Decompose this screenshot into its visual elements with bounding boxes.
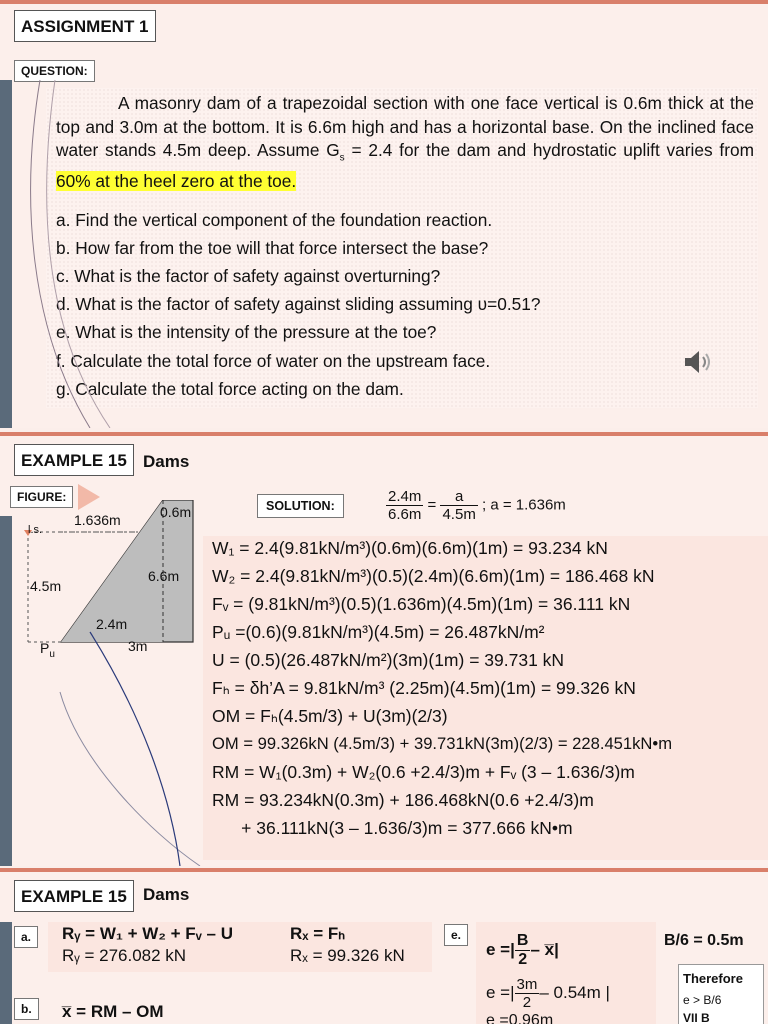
solution-tag: SOLUTION: bbox=[257, 494, 344, 518]
therefore-box bbox=[678, 964, 764, 1024]
question-g: g. Calculate the total force acting on the dam. bbox=[56, 379, 404, 399]
eccentricity-result: e =0.96m bbox=[486, 1012, 554, 1024]
rx-value: Rₓ = 99.326 kN bbox=[290, 946, 405, 965]
slide-assignment bbox=[0, 0, 768, 428]
solution-line-pu: Pᵤ =(0.6)(9.81kN/m³)(4.5m) = 26.487kN/m² bbox=[212, 622, 545, 642]
left-accent-bar bbox=[0, 80, 12, 428]
label-depth: 4.5m bbox=[30, 578, 62, 594]
label-uplift: $P_u$ bbox=[40, 640, 55, 660]
label-base: 3m bbox=[128, 638, 148, 654]
slide-title: EXAMPLE 15 bbox=[14, 880, 134, 912]
slide-top-rule bbox=[0, 0, 768, 4]
label-top-width: 0.6m bbox=[160, 504, 192, 520]
question-d: d. What is the factor of safety against sliding assuming υ=0.51? bbox=[56, 294, 541, 314]
answer-b-tag: b. bbox=[14, 998, 39, 1020]
speaker-icon[interactable] bbox=[683, 347, 715, 377]
figure-tag: FIGURE: bbox=[10, 486, 73, 508]
answer-a-tag: a. bbox=[14, 926, 38, 948]
ry-value: Rᵧ = 276.082 kN bbox=[62, 946, 187, 965]
question-tag: QUESTION: bbox=[14, 60, 95, 82]
answer-e-tag: e. bbox=[444, 924, 468, 946]
highlighted-text: 60% at the heel zero at the toe. bbox=[56, 170, 297, 191]
solution-line-rm-formula: RM = W₁(0.3m) + W₂(0.6 +2.4/3)m + Fᵥ (3 – 1.636/3)m bbox=[212, 762, 635, 782]
solution-line-fv: Fᵥ = (9.81kN/m³)(0.5)(1.636m)(4.5m)(1m) = 36.111 kN bbox=[212, 594, 631, 614]
solution-line-u: U = (0.5)(26.487kN/m²)(3m)(1m) = 39.731 kN bbox=[212, 650, 565, 670]
slide-subtitle: Dams bbox=[143, 885, 190, 904]
solution-line-fh: Fₕ = δh’A = 9.81kN/m³ (2.25m)(4.5m)(1m) = 99.326 kN bbox=[212, 678, 636, 698]
slide-title: ASSIGNMENT 1 bbox=[14, 10, 156, 42]
slide-top-rule bbox=[0, 432, 768, 436]
eccentricity-formula: e =| $\frac{B}{2}$ – x̅| bbox=[486, 932, 559, 968]
solution-line-rm-value: RM = 93.234kN(0.3m) + 186.468kN(0.6 +2.4/3)m bbox=[212, 790, 594, 810]
therefore-label: Therefore bbox=[683, 971, 743, 986]
slide-subtitle: Dams bbox=[143, 452, 190, 471]
question-f: f. Calculate the total force of water on the upstream face. bbox=[56, 351, 491, 371]
question-box bbox=[46, 88, 758, 408]
solution-line-om-formula: OM = Fₕ(4.5m/3) + U(3m)(2/3) bbox=[212, 706, 448, 726]
xbar-equation: x̅ = RM – OM bbox=[62, 1002, 164, 1021]
solution-line-w1: W₁ = 2.4(9.81kN/m³)(0.6m)(6.6m)(1m) = 93.234 kN bbox=[212, 538, 608, 558]
question-a: a. Find the vertical component of the foundation reaction. bbox=[56, 210, 493, 230]
slide-example-figure bbox=[0, 432, 768, 866]
conclusion-text: VII B bbox=[683, 1011, 710, 1024]
slide-top-rule bbox=[0, 868, 768, 872]
label-water-surface: l.s. bbox=[28, 524, 43, 536]
solution-line-om-value: OM = 99.326kN (4.5m/3) + 39.731kN(3m)(2/3) = 228.451kN•m bbox=[212, 734, 673, 753]
question-e: e. What is the intensity of the pressure at the toe? bbox=[56, 322, 437, 342]
solution-line-w2: W₂ = 2.4(9.81kN/m³)(0.5)(2.4m)(6.6m)(1m) = 186.468 kN bbox=[212, 566, 655, 586]
label-slope-width: 2.4m bbox=[96, 616, 128, 632]
slide-example-answers bbox=[0, 868, 768, 1024]
eccentricity-substitution: e =| $\frac{3m}{2}$ – 0.54m | bbox=[486, 976, 610, 1011]
question-c: c. What is the factor of safety against overturning? bbox=[56, 266, 441, 286]
label-water-width: 1.636m bbox=[74, 512, 121, 528]
b-over-6: B/6 = 0.5m bbox=[664, 932, 744, 949]
problem-statement: A masonry dam of a trapezoidal section with one face vertical is 0.6m thick at the top and 3.0m at the bottom. It is 6.6m high and has a horizontal base. On the inclined face water stands 4.5m deep. Assume $G_s = 2.4$ for the dam and hydrostatic uplift varies from 60% at the heel zero at the toe. bbox=[56, 93, 754, 191]
slide-title: EXAMPLE 15 bbox=[14, 444, 134, 476]
left-accent-bar bbox=[0, 922, 12, 1024]
rx-equation: Rₓ = Fₕ bbox=[290, 924, 346, 943]
comparison-text: e > B/6 bbox=[683, 993, 722, 1007]
left-accent-bar bbox=[0, 516, 12, 866]
question-b: b. How far from the toe will that force intersect the base? bbox=[56, 238, 489, 258]
dam-figure bbox=[18, 500, 218, 700]
ratio-equation: $\frac{2.4m}{6.6m}$ = $\frac{a}{4.5m}$ ; a = 1.636m bbox=[388, 488, 566, 523]
ry-equation: Rᵧ = W₁ + W₂ + Fᵥ – U bbox=[62, 924, 234, 943]
label-height: 6.6m bbox=[148, 568, 180, 584]
solution-line-rm-result: + 36.111kN(3 – 1.636/3)m = 377.666 kN•m bbox=[212, 818, 573, 838]
